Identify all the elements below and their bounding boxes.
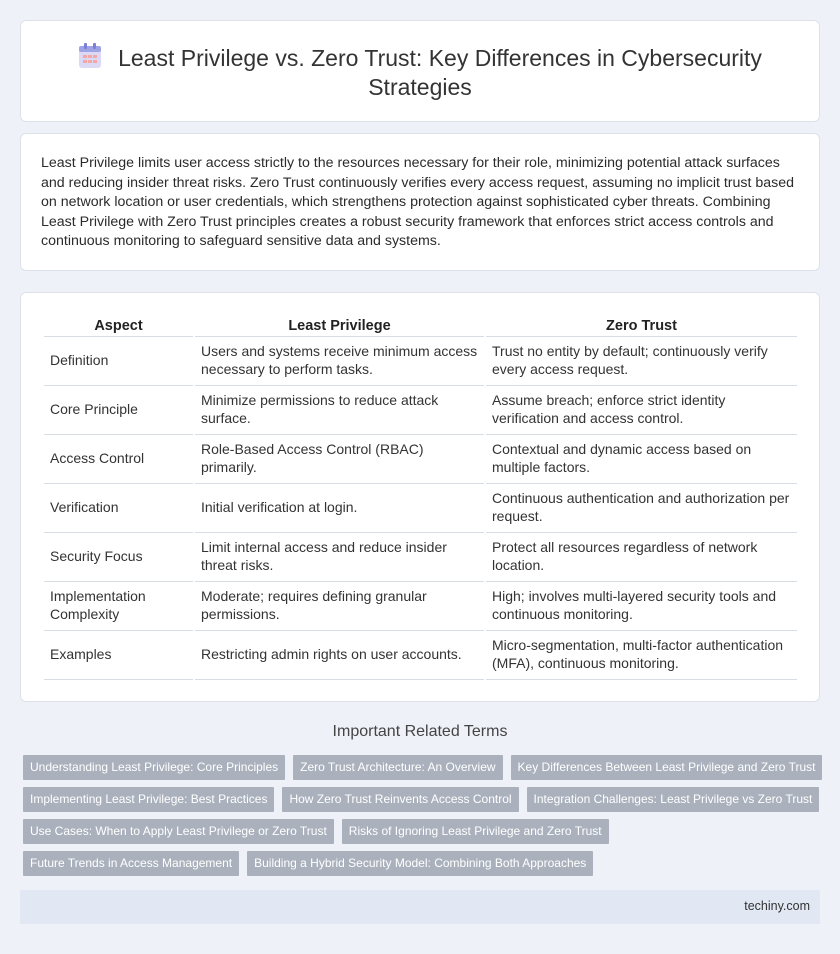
page-title-wrap bbox=[21, 43, 819, 102]
zero-trust-cell: Micro-segmentation, multi-factor authentication (MFA), continuous monitoring. bbox=[486, 631, 797, 680]
aspect-cell: Access Control bbox=[44, 435, 193, 484]
aspect-cell: Verification bbox=[44, 484, 193, 533]
header-aspect: Aspect bbox=[44, 315, 193, 337]
table-row bbox=[44, 484, 797, 533]
aspect-cell: Implementation Complexity bbox=[44, 582, 193, 631]
least-privilege-cell: Initial verification at login. bbox=[195, 484, 484, 533]
tag-row bbox=[23, 851, 823, 876]
related-terms-list bbox=[23, 755, 823, 883]
header-card bbox=[20, 20, 820, 122]
table-row bbox=[44, 435, 797, 484]
comparison-table bbox=[42, 315, 799, 680]
zero-trust-cell: Contextual and dynamic access based on multiple factors. bbox=[486, 435, 797, 484]
related-term-tag[interactable]: Zero Trust Architecture: An Overview bbox=[293, 755, 502, 780]
aspect-cell: Definition bbox=[44, 337, 193, 386]
footer-site-link[interactable]: techiny.com bbox=[744, 899, 810, 913]
tag-row bbox=[23, 787, 823, 812]
table-row bbox=[44, 631, 797, 680]
related-term-tag[interactable]: Implementing Least Privilege: Best Practices bbox=[23, 787, 274, 812]
related-term-tag[interactable]: Understanding Least Privilege: Core Principles bbox=[23, 755, 285, 780]
least-privilege-cell: Moderate; requires defining granular permissions. bbox=[195, 582, 484, 631]
least-privilege-cell: Role-Based Access Control (RBAC) primarily. bbox=[195, 435, 484, 484]
zero-trust-cell: Trust no entity by default; continuously verify every access request. bbox=[486, 337, 797, 386]
least-privilege-cell: Restricting admin rights on user accounts. bbox=[195, 631, 484, 680]
aspect-cell: Examples bbox=[44, 631, 193, 680]
table-row bbox=[44, 386, 797, 435]
page-title: Least Privilege vs. Zero Trust: Key Differences in Cybersecurity Strategies bbox=[118, 45, 762, 100]
related-term-tag[interactable]: Future Trends in Access Management bbox=[23, 851, 239, 876]
document-icon bbox=[78, 43, 102, 69]
least-privilege-cell: Limit internal access and reduce insider threat risks. bbox=[195, 533, 484, 582]
aspect-cell: Security Focus bbox=[44, 533, 193, 582]
table-row bbox=[44, 533, 797, 582]
related-term-tag[interactable]: Risks of Ignoring Least Privilege and Zero Trust bbox=[342, 819, 609, 844]
tag-row bbox=[23, 819, 823, 844]
related-term-tag[interactable]: Use Cases: When to Apply Least Privilege or Zero Trust bbox=[23, 819, 334, 844]
related-term-tag[interactable]: How Zero Trust Reinvents Access Control bbox=[282, 787, 518, 812]
intro-paragraph: Least Privilege limits user access strictly to the resources necessary for their role, minimizing potential attack surfaces and reducing insider threat risks. Zero Trust continuously verifies every access request, assuming no implicit trust based on network location or user credentials, which strengthens protection against sophisticated cyber threats. Combining Least Privilege with Zero Trust principles creates a robust security framework that enforces strict access controls and continuous monitoring to safeguard sensitive data and systems. bbox=[41, 155, 795, 250]
comparison-table-card bbox=[20, 292, 820, 702]
table-header-row bbox=[44, 315, 797, 337]
tag-row bbox=[23, 755, 823, 780]
table-row bbox=[44, 582, 797, 631]
related-term-tag[interactable]: Building a Hybrid Security Model: Combining Both Approaches bbox=[247, 851, 593, 876]
zero-trust-cell: Protect all resources regardless of network location. bbox=[486, 533, 797, 582]
related-term-tag[interactable]: Integration Challenges: Least Privilege vs Zero Trust bbox=[527, 787, 820, 812]
zero-trust-cell: Assume breach; enforce strict identity verification and access control. bbox=[486, 386, 797, 435]
related-terms-heading: Important Related Terms bbox=[332, 723, 508, 740]
header-least-privilege: Least Privilege bbox=[195, 315, 484, 337]
zero-trust-cell: Continuous authentication and authorization per request. bbox=[486, 484, 797, 533]
footer bbox=[20, 890, 820, 924]
table-row bbox=[44, 337, 797, 386]
zero-trust-cell: High; involves multi-layered security tools and continuous monitoring. bbox=[486, 582, 797, 631]
header-zero-trust: Zero Trust bbox=[486, 315, 797, 337]
related-term-tag[interactable]: Key Differences Between Least Privilege and Zero Trust bbox=[511, 755, 823, 780]
aspect-cell: Core Principle bbox=[44, 386, 193, 435]
least-privilege-cell: Users and systems receive minimum access necessary to perform tasks. bbox=[195, 337, 484, 386]
least-privilege-cell: Minimize permissions to reduce attack surface. bbox=[195, 386, 484, 435]
intro-card bbox=[20, 133, 820, 271]
